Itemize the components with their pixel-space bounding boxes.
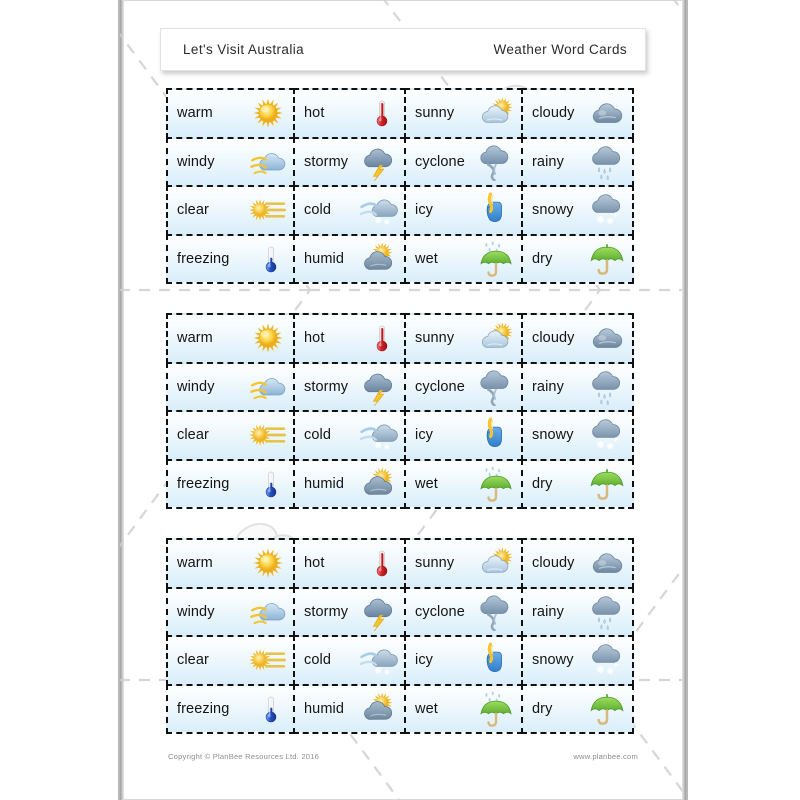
card-word-label: dry [532,250,553,267]
umbrella-rain-icon [477,690,515,728]
card-word-label: icy [415,652,434,669]
weather-word-card[interactable] [293,362,406,413]
weather-word-card[interactable] [293,410,406,461]
sun-haze-icon [249,416,287,454]
card-word-label: clear [177,427,209,444]
weather-word-card[interactable] [293,538,406,589]
card-row [166,538,640,589]
mittens-icon [477,191,515,229]
card-word-label: sunny [415,105,455,122]
weather-word-card[interactable] [521,538,634,589]
thermometer-icon [366,322,398,354]
cloud-icon [588,319,626,357]
card-word-label: sunny [415,555,455,572]
cloud-snowflake-icon [588,641,626,679]
thermometer-icon [366,547,398,579]
sun-icon [249,94,287,132]
card-row [166,635,640,686]
wind-cloud-icon [249,593,287,631]
card-word-label: stormy [304,153,349,170]
weather-word-card[interactable] [521,410,634,461]
sun-behind-cloud-icon [477,544,515,582]
card-word-label: dry [532,475,553,492]
card-row [166,313,640,364]
weather-word-card[interactable] [293,635,406,686]
tornado-cloud-icon [477,143,515,181]
weather-word-card[interactable] [293,185,406,236]
card-row [166,459,640,510]
weather-word-card[interactable] [166,410,295,461]
card-word-label: dry [532,700,553,717]
weather-word-card[interactable] [293,313,406,364]
tornado-cloud-icon [477,368,515,406]
weather-word-card[interactable] [404,684,523,735]
weather-word-card[interactable] [293,137,406,188]
weather-word-card[interactable] [521,88,634,139]
weather-word-card[interactable] [404,185,523,236]
weather-word-card[interactable] [404,362,523,413]
weather-word-card[interactable] [404,459,523,510]
cloud-snow-wind-icon [360,416,398,454]
card-word-label: windy [177,378,215,395]
card-word-label: cold [304,202,331,219]
weather-word-card[interactable] [166,362,295,413]
weather-word-card[interactable] [166,635,295,686]
umbrella-icon [588,240,626,278]
card-row [166,362,640,413]
sun-icon [249,544,287,582]
card-row [166,234,640,285]
umbrella-icon [588,690,626,728]
card-word-label: wet [415,700,438,717]
card-word-label: warm [177,330,213,347]
sun-behind-grey-cloud-icon [360,240,398,278]
card-word-label: warm [177,555,213,572]
card-word-label: wet [415,475,438,492]
cold-thermometer-icon [255,468,287,500]
weather-word-card[interactable] [521,362,634,413]
cloud-snow-wind-icon [360,641,398,679]
card-row [166,410,640,461]
wind-cloud-icon [249,368,287,406]
weather-word-card[interactable] [521,313,634,364]
weather-word-card[interactable] [293,587,406,638]
card-word-label: sunny [415,330,455,347]
card-word-label: rainy [532,378,564,395]
word-card-block [166,313,640,509]
weather-word-card[interactable] [521,587,634,638]
card-word-label: cloudy [532,105,575,122]
card-word-label: humid [304,250,344,267]
sun-behind-grey-cloud-icon [360,690,398,728]
card-word-label: cold [304,652,331,669]
card-word-label: snowy [532,652,574,669]
card-word-label: icy [415,202,434,219]
card-word-label: wet [415,250,438,267]
weather-word-card[interactable] [521,459,634,510]
card-word-label: hot [304,330,325,347]
tornado-cloud-icon [477,593,515,631]
weather-word-card[interactable] [166,587,295,638]
weather-word-card[interactable] [166,234,295,285]
weather-word-card[interactable] [404,587,523,638]
cold-thermometer-icon [255,243,287,275]
card-word-label: humid [304,700,344,717]
weather-word-card[interactable] [166,88,295,139]
sun-behind-cloud-icon [477,94,515,132]
weather-word-card[interactable] [521,684,634,735]
cold-thermometer-icon [255,693,287,725]
card-word-label: warm [177,105,213,122]
card-row [166,137,640,188]
word-card-block [166,538,640,734]
card-word-label: rainy [532,153,564,170]
worksheet-page [118,0,688,800]
card-word-label: clear [177,202,209,219]
thermometer-icon [366,97,398,129]
weather-word-card[interactable] [166,459,295,510]
weather-word-card[interactable] [293,459,406,510]
weather-word-card[interactable] [521,137,634,188]
mittens-icon [477,641,515,679]
weather-word-card[interactable] [404,635,523,686]
card-word-label: stormy [304,603,349,620]
weather-word-card[interactable] [166,137,295,188]
sun-haze-icon [249,641,287,679]
card-word-label: hot [304,105,325,122]
card-word-label: clear [177,652,209,669]
card-word-label: stormy [304,378,349,395]
copyright-text: Copyright © PlanBee Resources Ltd. 2016 [168,752,320,761]
weather-word-card[interactable] [521,234,634,285]
sun-behind-grey-cloud-icon [360,465,398,503]
card-word-label: cyclone [415,153,465,170]
weather-word-card[interactable] [166,684,295,735]
wind-cloud-icon [249,143,287,181]
cloud-snowflake-icon [588,416,626,454]
weather-word-card[interactable] [404,234,523,285]
weather-word-card[interactable] [404,88,523,139]
weather-word-card[interactable] [166,313,295,364]
weather-word-card[interactable] [521,635,634,686]
sun-behind-cloud-icon [477,319,515,357]
cloud-lightning-icon [360,368,398,406]
website-url[interactable]: www.planbee.com [573,752,638,761]
card-word-label: icy [415,427,434,444]
cloud-lightning-icon [360,143,398,181]
lesson-title: Let's Visit Australia [183,42,305,57]
card-word-label: cloudy [532,555,575,572]
weather-word-card[interactable] [293,88,406,139]
card-word-label: cold [304,427,331,444]
card-word-label: cloudy [532,330,575,347]
cloud-snowflake-icon [588,191,626,229]
umbrella-rain-icon [477,240,515,278]
cloud-icon [588,94,626,132]
weather-word-card[interactable] [293,684,406,735]
resource-title: Weather Word Cards [493,42,627,57]
card-word-label: humid [304,475,344,492]
cloud-icon [588,544,626,582]
cloud-snow-wind-icon [360,191,398,229]
card-word-label: freezing [177,700,230,717]
card-row [166,88,640,139]
card-word-label: rainy [532,603,564,620]
card-word-label: freezing [177,250,230,267]
cloud-rain-icon [588,143,626,181]
weather-word-card[interactable] [404,410,523,461]
weather-word-card[interactable] [166,185,295,236]
card-row [166,185,640,236]
weather-word-card[interactable] [404,538,523,589]
sun-icon [249,319,287,357]
card-word-label: snowy [532,202,574,219]
card-word-label: cyclone [415,378,465,395]
word-card-block [166,88,640,284]
umbrella-icon [588,465,626,503]
cloud-rain-icon [588,593,626,631]
weather-word-card[interactable] [166,538,295,589]
weather-word-card[interactable] [293,234,406,285]
weather-word-card[interactable] [404,313,523,364]
card-word-label: freezing [177,475,230,492]
weather-word-card[interactable] [404,137,523,188]
card-word-label: hot [304,555,325,572]
cloud-lightning-icon [360,593,398,631]
card-word-label: cyclone [415,603,465,620]
card-row [166,587,640,638]
umbrella-rain-icon [477,465,515,503]
card-word-label: snowy [532,427,574,444]
card-word-label: windy [177,603,215,620]
sun-haze-icon [249,191,287,229]
worksheet-title-bar [160,28,646,71]
page-footer [168,752,638,761]
mittens-icon [477,416,515,454]
weather-word-card[interactable] [521,185,634,236]
card-word-label: windy [177,153,215,170]
cloud-rain-icon [588,368,626,406]
card-row [166,684,640,735]
